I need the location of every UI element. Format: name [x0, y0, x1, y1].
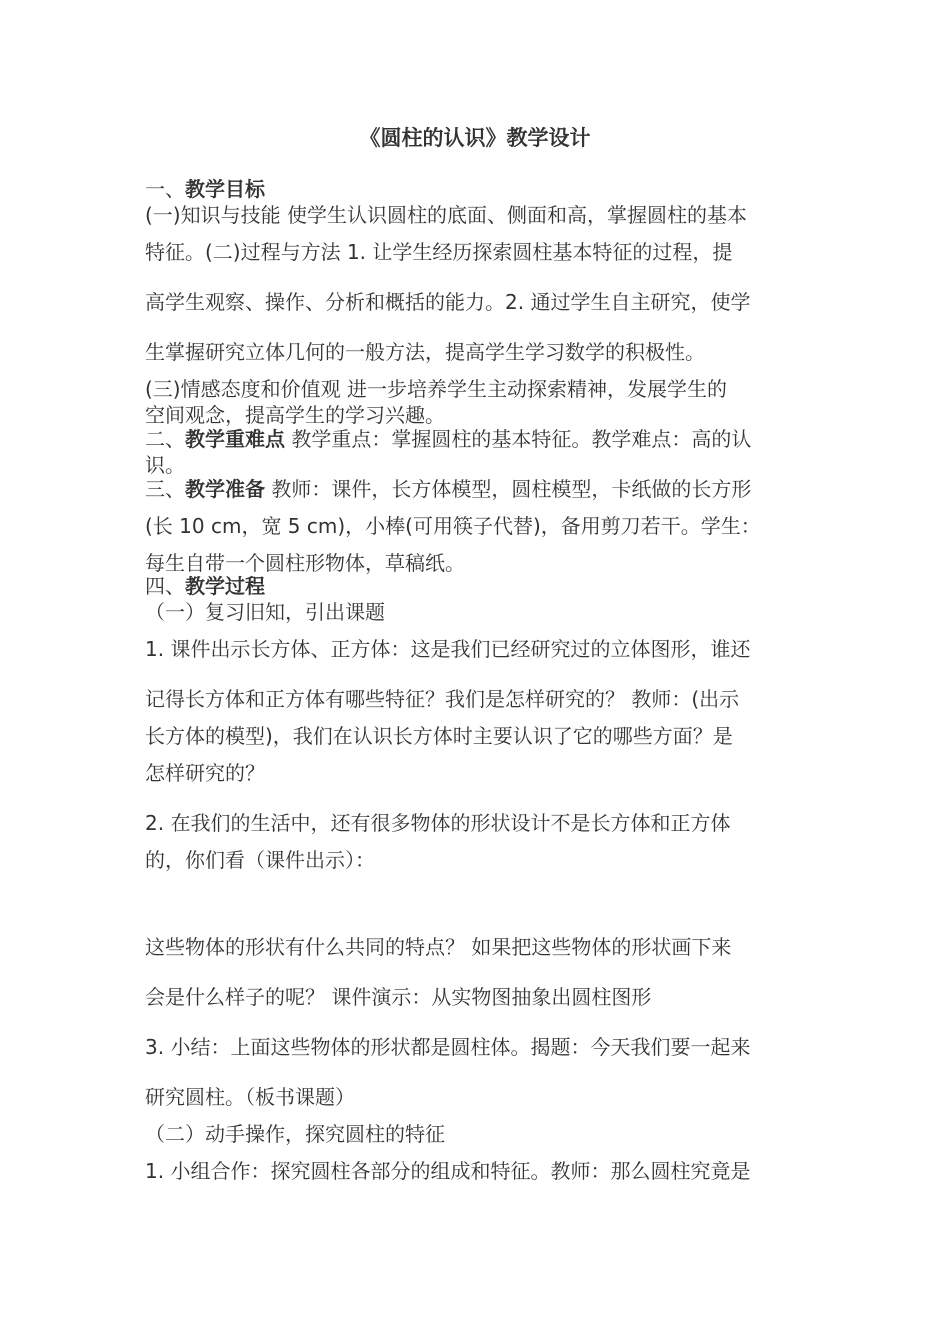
text-segment: （二）动手操作，探究圆柱的特征: [145, 1122, 445, 1146]
text-line: [145, 1158, 750, 1184]
text-line: [145, 686, 739, 712]
text-segment: (一)知识与技能 使学生认识圆柱的底面、侧面和高，掌握圆柱的基本: [145, 203, 747, 227]
text-line: [145, 376, 727, 402]
text-segment: 1. 小组合作：探究圆柱各部分的组成和特征。教师：那么圆柱究竟是: [145, 1159, 751, 1183]
text-segment: (长 10 cm，宽 5 cm)，小棒(可用筷子代替)，备用剪刀若干。学生：: [145, 514, 761, 538]
text-line: [145, 426, 751, 452]
text-line: [145, 402, 445, 428]
text-segment: 教师：课件，长方体模型，圆柱模型，卡纸做的长方形: [265, 477, 752, 501]
text-segment: 的，你们看（课件出示）：: [145, 848, 375, 872]
text-line: [145, 452, 185, 478]
section-heading: 教学重难点: [185, 427, 285, 451]
text-line: [145, 176, 265, 202]
text-line: [145, 934, 731, 960]
text-segment: 高学生观察、操作、分析和概括的能力。2. 通过学生自主研究，使学: [145, 290, 751, 314]
text-line: [145, 513, 761, 539]
text-segment: 3. 小结：上面这些物体的形状都是圆柱体。揭题：今天我们要一起来: [145, 1035, 751, 1059]
text-line: [145, 847, 375, 873]
text-segment: 记得长方体和正方体有哪些特征？我们是怎样研究的？ 教师：(出示: [145, 687, 740, 711]
text-segment: （一）复习旧知，引出课题: [145, 600, 385, 624]
text-line: [145, 239, 732, 265]
text-segment: 四、: [145, 574, 185, 598]
section-heading: 教学准备: [185, 477, 265, 501]
document-title: 《圆柱的认识》教学设计: [359, 126, 591, 150]
text-line: [145, 339, 705, 365]
text-segment: 怎样研究的？: [145, 761, 265, 785]
text-segment: 教学重点：掌握圆柱的基本特征。教学难点：高的认: [285, 427, 752, 451]
text-line: [145, 573, 265, 599]
text-line: [145, 636, 750, 662]
section-heading: 教学过程: [185, 574, 265, 598]
text-line: [145, 1034, 750, 1060]
text-segment: 三、: [145, 477, 185, 501]
text-segment: 长方体的模型)，我们在认识长方体时主要认识了它的哪些方面？是: [145, 724, 733, 748]
text-line: [145, 599, 385, 625]
text-line: [145, 289, 750, 315]
text-line: [145, 202, 747, 228]
text-line: [145, 476, 751, 502]
text-segment: (三)情感态度和价值观 进一步培养学生主动探索精神，发展学生的: [145, 377, 727, 401]
section-heading: 教学目标: [185, 177, 265, 201]
text-line: [145, 984, 651, 1010]
text-segment: 1. 课件出示长方体、正方体：这是我们已经研究过的立体图形，谁还: [145, 637, 751, 661]
text-segment: 生掌握研究立体几何的一般方法，提高学生学习数学的积极性。: [145, 340, 705, 364]
text-line: [145, 1084, 355, 1110]
text-segment: 空间观念，提高学生的学习兴趣。: [145, 403, 445, 427]
text-segment: 会是什么样子的呢？ 课件演示：从实物图抽象出圆柱图形: [145, 985, 652, 1009]
text-segment: 二、: [145, 427, 185, 451]
text-line: [145, 760, 265, 786]
text-segment: 识。: [145, 453, 185, 477]
text-line: [145, 810, 730, 836]
text-segment: 一、: [145, 177, 185, 201]
text-segment: 每生自带一个圆柱形物体，草稿纸。: [145, 551, 465, 575]
text-line: [145, 723, 733, 749]
text-line: [145, 1121, 445, 1147]
text-segment: 研究圆柱。（板书课题）: [145, 1085, 355, 1109]
text-segment: 2. 在我们的生活中，还有很多物体的形状设计不是长方体和正方体: [145, 811, 731, 835]
text-segment: 这些物体的形状有什么共同的特点？ 如果把这些物体的形状画下来: [145, 935, 732, 959]
text-segment: 特征。(二)过程与方法 1. 让学生经历探索圆柱基本特征的过程，提: [145, 240, 733, 264]
